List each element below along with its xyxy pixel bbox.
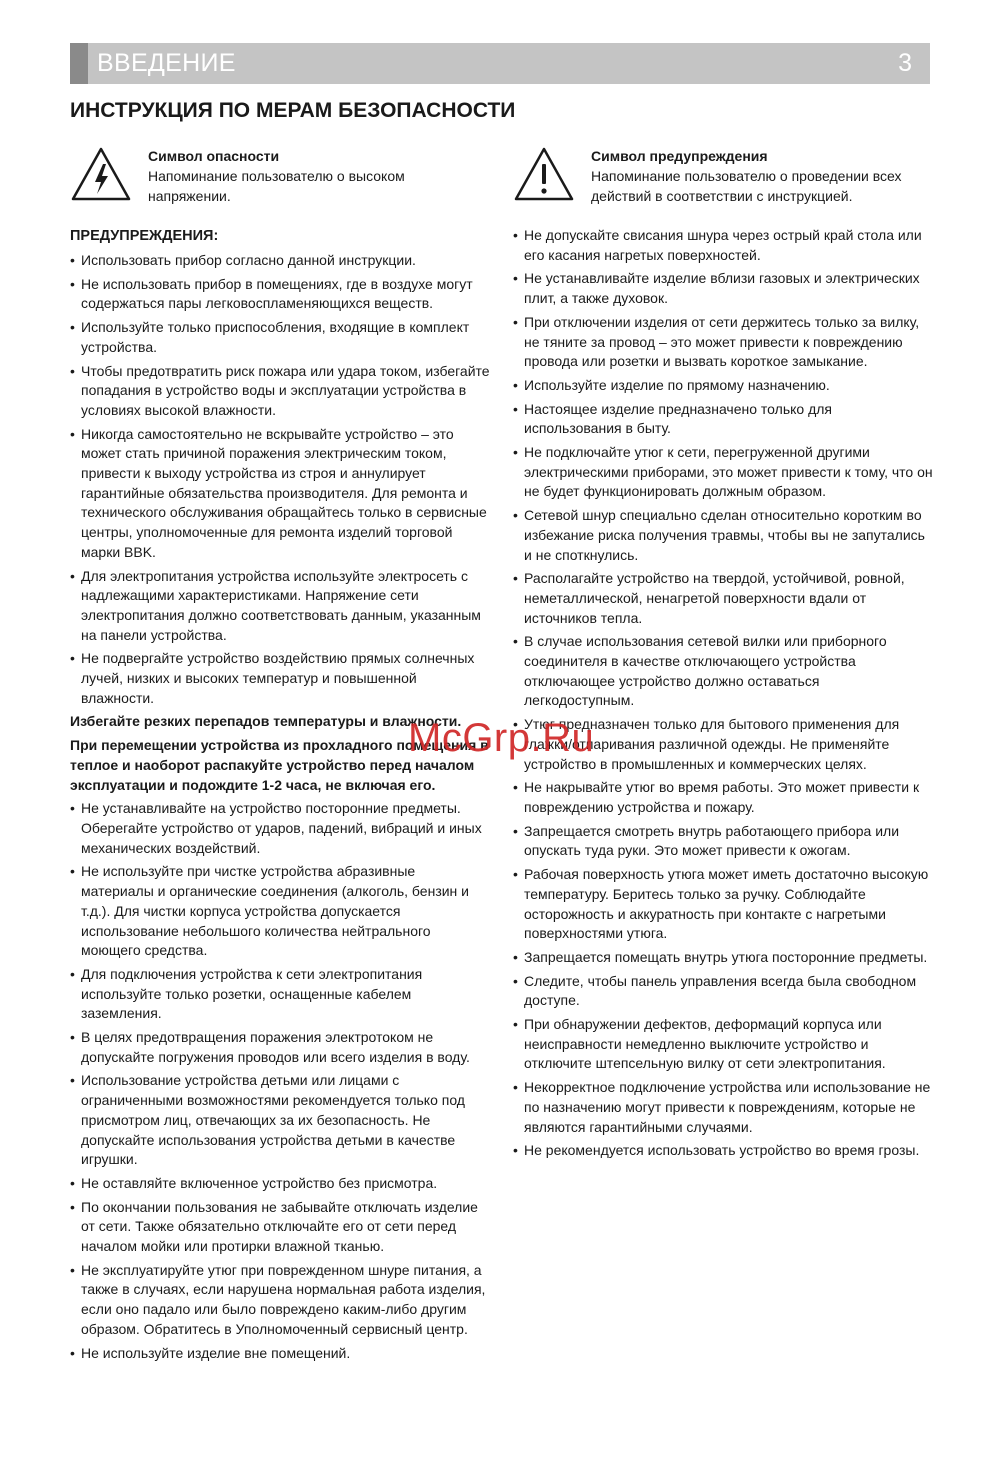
- left-column: [70, 226, 490, 1367]
- danger-symbol-text: Напоминание пользователю о высоком напряжении.: [148, 168, 405, 204]
- list-item: • Не подвергайте устройство воздействию прямых солнечных лучей, низких и высоких температур и повышенной влажности.: [70, 649, 490, 708]
- list-item: • В случае использования сетевой вилки или приборного соединителя в качестве отключающего устройства отключающее устройство должно оставаться легкодоступным.: [513, 632, 933, 711]
- list-item: • Для подключения устройства к сети электропитания используйте только розетки, оснащенные кабелем заземления.: [70, 965, 490, 1024]
- list-item: • Не используйте при чистке устройства абразивные материалы и органические соединения (алкоголь, бензин и т.д.). Для чистки корпуса устройства допускается использование небольшого количества нейтрального моющего средства.: [70, 862, 490, 961]
- section-title: ВВЕДЕНИЕ: [97, 49, 236, 77]
- list-item: • Следите, чтобы панель управления всегда была свободном доступе.: [513, 972, 933, 1011]
- list-item: • Используйте только приспособления, входящие в комплект устройства.: [70, 318, 490, 357]
- humidity-note: Избегайте резких перепадов температуры и влажности.: [70, 713, 462, 730]
- warning-symbol-text: Напоминание пользователю о проведении всех действий в соответствии с инструкцией.: [591, 168, 902, 204]
- warning-symbol-block: [513, 146, 933, 206]
- warning-symbol-title: Символ предупреждения: [591, 148, 768, 164]
- section-header-bar: [70, 43, 930, 84]
- list-item: • Используйте изделие по прямому назначению.: [513, 376, 933, 396]
- list-item: • При обнаружении дефектов, деформаций корпуса или неисправности немедленно выключите устройство и отключите штепсельную вилку от сети электропитания.: [513, 1015, 933, 1074]
- danger-symbol-title: Символ опасности: [148, 148, 280, 164]
- list-item: • Не рекомендуется использовать устройство во время грозы.: [513, 1141, 933, 1161]
- list-item: • Некорректное подключение устройства или использование не по назначению могут привести к повреждениям, которые не являются гарантийными случаями.: [513, 1078, 933, 1137]
- warnings-list-b: [70, 799, 490, 1363]
- list-item: • Для электропитания устройства используйте электросеть с надлежащими характеристиками. Напряжение сети электропитания должно соответствовать данным, указанным на панели устройства.: [70, 567, 490, 646]
- list-item: • Не допускайте свисания шнура через острый край стола или его касания нагретых поверхностей.: [513, 226, 933, 265]
- list-item: • В целях предотвращения поражения электротоком не допускайте погружения проводов или всего изделия в воду.: [70, 1028, 490, 1067]
- list-item: • Использование устройства детьми или лицами с ограниченными возможностями рекомендуется только под присмотром лиц, отвечающих за их безопасность. Не допускайте использования устройства детьми в качестве игрушки.: [70, 1071, 490, 1170]
- warnings-heading: ПРЕДУПРЕЖДЕНИЯ:: [70, 228, 219, 244]
- list-item: • Рабочая поверхность утюга может иметь достаточно высокую температуру. Беритесь только за ручку. Соблюдайте осторожность и аккуратность при контакте с нагретыми поверхностями утюга.: [513, 865, 933, 944]
- list-item: • Запрещается смотреть внутрь работающего прибора или опускать туда руки. Это может привести к ожогам.: [513, 822, 933, 861]
- list-item: • Не оставляйте включенное устройство без присмотра.: [70, 1174, 490, 1194]
- page-number: 3: [898, 49, 912, 77]
- relocation-note: При перемещении устройства из прохладного помещения в теплое и наоборот распакуйте устройство перед началом эксплуатации и подождите 1-2 часа, не включая его.: [70, 737, 489, 793]
- warnings-list-a: [70, 251, 490, 708]
- exclamation-warning-icon: [513, 146, 575, 202]
- high-voltage-warning-icon: [70, 146, 132, 202]
- list-item: • Не использовать прибор в помещениях, где в воздухе могут содержаться пары легковоспламеняющихся веществ.: [70, 275, 490, 314]
- list-item: • Чтобы предотвратить риск пожара или удара током, избегайте попадания в устройство воды и эксплуатации устройства в условиях высокой влажности.: [70, 362, 490, 421]
- list-item: • По окончании пользования не забывайте отключать изделие от сети. Также обязательно отключайте его от сети перед началом мойки или протирки влажной тканью.: [70, 1198, 490, 1257]
- list-item: • Не используйте изделие вне помещений.: [70, 1344, 490, 1364]
- watermark: McGrp.Ru: [408, 716, 595, 760]
- right-column: [513, 226, 933, 1165]
- list-item: • Не подключайте утюг к сети, перегруженной другими электрическими приборами, это может привести к тому, что он не будет функционировать должным образом.: [513, 443, 933, 502]
- danger-symbol-block: [70, 146, 470, 206]
- warnings-list-right: [513, 226, 933, 1161]
- list-item: • Не эксплуатируйте утюг при поврежденном шнуре питания, а также в случаях, если нарушена нормальная работа изделия, если оно падало или было повреждено каким-либо другим образом. Обратитесь в Уполномоченный сервисный центр.: [70, 1261, 490, 1340]
- list-item: • Сетевой шнур специально сделан относительно коротким во избежание риска получения травмы, чтобы вы не запутались и не споткнулись.: [513, 506, 933, 565]
- list-item: • Никогда самостоятельно не вскрывайте устройство – это может стать причиной поражения электрическим током, привести к выходу устройства из строя и аннулирует гарантийные обязательства производителя. Для ремонта и технического обслуживания обращайтесь только в сервисные центры, уполномоченные для ремонта изделий торговой марки BBK.: [70, 425, 490, 563]
- list-item: • Располагайте устройство на твердой, устойчивой, ровной, неметаллической, ненагретой поверхности вдали от источников тепла.: [513, 569, 933, 628]
- list-item: • Использовать прибор согласно данной инструкции.: [70, 251, 490, 271]
- header-accent-block: [70, 43, 88, 84]
- list-item: • Не устанавливайте изделие вблизи газовых и электрических плит, а также духовок.: [513, 269, 933, 308]
- list-item: • Настоящее изделие предназначено только для использования в быту.: [513, 400, 933, 439]
- list-item: • Утюг предназначен только для бытового применения для глажки/отпаривания различной одежды. Не применяйте устройство в промышленных и коммерческих целях.: [513, 715, 933, 774]
- list-item: • Не накрывайте утюг во время работы. Это может привести к повреждению устройства и пожару.: [513, 778, 933, 817]
- list-item: • Не устанавливайте на устройство посторонние предметы. Оберегайте устройство от ударов, падений, вибраций и иных механических воздействий.: [70, 799, 490, 858]
- list-item: • Запрещается помещать внутрь утюга посторонние предметы.: [513, 948, 933, 968]
- list-item: • При отключении изделия от сети держитесь только за вилку, не тяните за провод – это может привести к повреждению провода или розетки и вызвать короткое замыкание.: [513, 313, 933, 372]
- page-title: ИНСТРУКЦИЯ ПО МЕРАМ БЕЗОПАСНОСТИ: [70, 99, 516, 122]
